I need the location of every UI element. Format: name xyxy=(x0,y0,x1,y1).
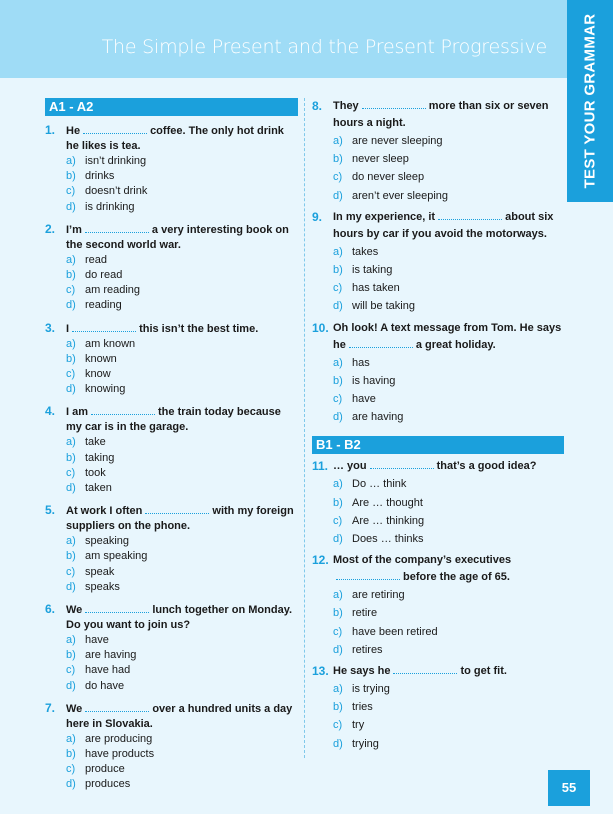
option-text: knowing xyxy=(85,383,126,396)
option-list xyxy=(333,354,564,427)
question-text xyxy=(66,222,298,253)
option-letter: a) xyxy=(333,478,343,491)
option-text: aren’t ever sleeping xyxy=(352,189,449,202)
option-letter: b) xyxy=(66,748,76,761)
answer-option xyxy=(333,512,564,530)
answer-blank xyxy=(362,98,426,109)
option-letter: d) xyxy=(66,200,76,213)
question-text-after: to get fit. xyxy=(460,665,507,678)
option-text: isn’t drinking xyxy=(85,155,147,167)
question-text-after: that’s a good idea? xyxy=(436,460,537,473)
question-text-before: I’m xyxy=(66,223,82,236)
question-text-before: We xyxy=(66,604,83,617)
option-list xyxy=(333,475,564,548)
option-text: is having xyxy=(352,374,396,387)
option-letter: a) xyxy=(333,683,343,696)
option-text: Do … think xyxy=(352,478,407,491)
option-text: do never sleep xyxy=(352,171,425,184)
answer-blank xyxy=(83,123,147,134)
question-text-after: a very interesting book on the second world war. xyxy=(66,223,289,251)
question-number: 10. xyxy=(312,320,329,335)
question-text xyxy=(66,123,298,154)
option-text: speak xyxy=(85,565,115,578)
answer-option xyxy=(66,633,298,648)
answer-option xyxy=(333,680,564,698)
answer-option xyxy=(333,354,564,372)
option-letter: b) xyxy=(66,550,76,563)
option-text: speaks xyxy=(85,580,120,593)
answer-option xyxy=(66,337,298,352)
option-letter: a) xyxy=(66,253,76,266)
question-text-after: a great holiday. xyxy=(415,338,496,351)
option-letter: a) xyxy=(66,155,76,167)
question-number: 4. xyxy=(45,404,56,419)
option-text: taken xyxy=(85,482,112,495)
question-item xyxy=(45,321,298,398)
question-item xyxy=(312,98,564,205)
option-text: has taken xyxy=(352,282,400,295)
option-text: is trying xyxy=(352,683,390,696)
answer-option xyxy=(333,586,564,604)
question-text-after: about six hours by car if you avoid the motorways. xyxy=(333,210,554,240)
question-text-after: before the age of 65. xyxy=(403,571,510,584)
question-line xyxy=(45,123,298,154)
option-letter: b) xyxy=(66,352,76,365)
question-number: 8. xyxy=(312,99,323,113)
option-letter: d) xyxy=(333,643,343,656)
option-text: speaking xyxy=(85,535,130,548)
option-list xyxy=(66,253,298,314)
question-item xyxy=(312,663,564,753)
option-list xyxy=(333,132,564,205)
option-text: am speaking xyxy=(85,550,148,563)
question-line xyxy=(312,663,564,680)
option-letter: d) xyxy=(66,679,76,692)
answer-option xyxy=(66,268,298,283)
answer-option xyxy=(333,261,564,279)
answer-option xyxy=(66,154,298,169)
question-text-before: Oh look! A text message from Tom. He says he xyxy=(333,321,562,351)
option-list xyxy=(66,732,298,793)
answer-option xyxy=(66,762,298,777)
question-text-after: the train today because my car is in the garage. xyxy=(66,406,281,434)
answer-blank xyxy=(336,569,400,580)
option-list xyxy=(66,633,298,694)
question-item xyxy=(312,552,564,659)
answer-option xyxy=(333,150,564,168)
answer-option xyxy=(333,475,564,493)
question-text xyxy=(66,503,298,534)
question-line xyxy=(45,503,298,534)
answer-blank xyxy=(145,503,209,514)
option-text: doesn’t drink xyxy=(85,185,148,198)
option-text: have had xyxy=(85,664,131,677)
option-text: is taking xyxy=(352,264,393,277)
page-title: The Simple Present and the Present Progressive xyxy=(101,36,547,58)
option-text: try xyxy=(352,719,365,732)
answer-option xyxy=(66,732,298,747)
question-text-after: coffee. The only hot drink he likes is tea. xyxy=(66,125,284,152)
question-line xyxy=(312,320,564,354)
question-number: 9. xyxy=(312,209,323,224)
column-divider xyxy=(304,98,305,758)
option-letter: a) xyxy=(333,356,343,369)
question-item xyxy=(312,458,564,548)
answer-option xyxy=(333,494,564,512)
question-number: 5. xyxy=(45,503,56,518)
answer-option xyxy=(66,747,298,762)
answer-blank xyxy=(393,663,457,674)
left-column xyxy=(45,98,298,793)
option-text: took xyxy=(85,466,106,479)
question-line xyxy=(45,222,298,253)
option-letter: c) xyxy=(333,282,343,295)
option-letter: a) xyxy=(66,535,76,548)
option-letter: a) xyxy=(333,589,343,602)
question-number: 6. xyxy=(45,602,56,617)
option-letter: a) xyxy=(66,337,76,350)
question-text-before: … you xyxy=(333,460,367,473)
question-number: 12. xyxy=(312,553,329,568)
answer-option xyxy=(333,716,564,734)
option-text: Does … thinks xyxy=(352,533,424,546)
option-letter: b) xyxy=(333,701,343,714)
answer-option xyxy=(66,435,298,450)
answer-blank xyxy=(349,337,413,348)
option-letter: d) xyxy=(66,580,76,593)
answer-option xyxy=(66,663,298,678)
answer-option xyxy=(66,679,298,694)
option-text: are producing xyxy=(85,732,153,745)
option-letter: b) xyxy=(66,269,76,282)
page-number: 55 xyxy=(548,770,590,806)
answer-option xyxy=(333,372,564,390)
answer-option xyxy=(66,451,298,466)
option-letter: d) xyxy=(333,737,343,750)
answer-option xyxy=(66,253,298,268)
option-letter: a) xyxy=(66,634,76,647)
option-list xyxy=(66,154,298,215)
option-letter: c) xyxy=(333,393,343,406)
answer-option xyxy=(66,298,298,313)
question-text xyxy=(333,552,564,586)
question-number: 1. xyxy=(45,123,56,137)
option-letter: d) xyxy=(66,299,76,312)
answer-option xyxy=(333,297,564,315)
answer-option xyxy=(333,132,564,150)
question-text xyxy=(333,320,564,354)
option-letter: c) xyxy=(66,664,76,677)
section-heading: A1 - A2 xyxy=(45,98,298,116)
option-letter: d) xyxy=(333,411,343,424)
answer-blank xyxy=(438,209,502,220)
side-tab-label: TEST YOUR GRAMMAR xyxy=(581,13,599,189)
question-item xyxy=(45,123,298,215)
answer-option xyxy=(66,580,298,595)
option-letter: d) xyxy=(66,383,76,396)
option-text: is drinking xyxy=(85,200,135,213)
option-text: trying xyxy=(352,737,379,750)
answer-blank xyxy=(85,222,149,233)
option-text: am known xyxy=(85,337,136,350)
answer-blank xyxy=(370,458,434,469)
option-letter: d) xyxy=(66,778,76,791)
header-band xyxy=(0,0,567,78)
option-text: Are … thinking xyxy=(352,514,425,527)
option-text: are retiring xyxy=(352,589,405,602)
option-letter: a) xyxy=(66,436,76,449)
option-text: are having xyxy=(352,411,404,424)
question-text-after: more than six or seven hours a night. xyxy=(333,100,549,129)
answer-option xyxy=(333,168,564,186)
answer-option xyxy=(333,623,564,641)
question-number: 2. xyxy=(45,221,56,236)
option-text: will be taking xyxy=(352,300,415,313)
option-text: has xyxy=(352,356,370,369)
question-item xyxy=(45,701,298,793)
option-text: tries xyxy=(352,701,373,714)
answer-blank xyxy=(85,602,149,613)
option-text: are having xyxy=(85,649,137,662)
option-text: know xyxy=(85,368,111,381)
answer-option xyxy=(333,641,564,659)
section-heading: B1 - B2 xyxy=(312,436,564,454)
option-text: have products xyxy=(85,748,155,761)
question-text-after: with my foreign suppliers on the phone. xyxy=(66,505,294,533)
option-letter: c) xyxy=(333,625,343,638)
question-text xyxy=(66,602,298,633)
answer-option xyxy=(66,382,298,397)
answer-option xyxy=(333,279,564,297)
question-item xyxy=(45,602,298,694)
option-text: retires xyxy=(352,643,383,656)
question-text xyxy=(66,321,258,337)
option-text: produce xyxy=(85,763,125,776)
option-text: retire xyxy=(352,607,378,620)
answer-option xyxy=(66,648,298,663)
question-text-after: lunch together on Monday. Do you want to join us? xyxy=(66,604,293,632)
option-list xyxy=(333,243,564,316)
question-text xyxy=(333,663,507,680)
option-letter: c) xyxy=(66,284,76,297)
option-text: read xyxy=(85,253,108,266)
question-text xyxy=(333,209,564,243)
option-letter: b) xyxy=(66,451,76,464)
option-letter: b) xyxy=(66,649,76,662)
option-text: take xyxy=(85,436,106,449)
option-text: produces xyxy=(85,778,131,791)
option-text: am reading xyxy=(85,284,141,297)
option-letter: b) xyxy=(333,607,343,620)
option-text: drinks xyxy=(85,170,115,183)
option-letter: c) xyxy=(333,171,343,184)
question-text xyxy=(333,98,564,132)
option-list xyxy=(66,534,298,595)
option-letter: a) xyxy=(333,135,343,147)
question-text-after: over a hundred units a day here in Slovakia. xyxy=(66,702,293,730)
question-line xyxy=(312,98,564,132)
answer-option xyxy=(333,698,564,716)
answer-option xyxy=(333,243,564,261)
question-text-before: In my experience, it xyxy=(333,210,436,223)
right-column xyxy=(312,98,564,753)
answer-option xyxy=(333,187,564,205)
option-letter: b) xyxy=(333,153,343,166)
answer-option xyxy=(333,530,564,548)
option-letter: d) xyxy=(333,300,343,313)
side-tab xyxy=(567,0,613,202)
question-text-before: He xyxy=(66,125,81,137)
option-letter: c) xyxy=(66,565,76,578)
question-item xyxy=(45,503,298,595)
question-line xyxy=(45,404,298,435)
answer-option xyxy=(66,534,298,549)
question-text xyxy=(66,701,298,732)
option-text: reading xyxy=(85,299,122,312)
option-letter: c) xyxy=(333,514,343,527)
option-letter: b) xyxy=(333,496,343,509)
option-letter: d) xyxy=(66,482,76,495)
answer-blank xyxy=(91,404,155,415)
option-list xyxy=(333,586,564,659)
question-line xyxy=(312,458,564,475)
option-list xyxy=(333,680,564,753)
option-text: do have xyxy=(85,679,125,692)
option-text: have xyxy=(85,634,109,647)
answer-option xyxy=(66,549,298,564)
question-number: 11. xyxy=(312,459,329,474)
answer-option xyxy=(333,735,564,753)
answer-option xyxy=(66,777,298,792)
option-text: Are … thought xyxy=(352,496,423,509)
answer-option xyxy=(66,184,298,199)
answer-option xyxy=(66,367,298,382)
answer-option xyxy=(66,565,298,580)
answer-option xyxy=(333,390,564,408)
option-letter: a) xyxy=(66,732,76,745)
question-text xyxy=(66,404,298,435)
question-text-before: We xyxy=(66,702,83,715)
question-number: 13. xyxy=(312,664,329,679)
option-letter: b) xyxy=(66,170,76,183)
option-list xyxy=(66,337,298,398)
option-letter: c) xyxy=(66,466,76,479)
answer-option xyxy=(66,283,298,298)
answer-option xyxy=(66,481,298,496)
option-letter: c) xyxy=(66,185,76,198)
answer-option xyxy=(66,352,298,367)
answer-option xyxy=(66,169,298,184)
option-letter: c) xyxy=(333,719,343,732)
question-line xyxy=(45,602,298,633)
question-line xyxy=(312,209,564,243)
option-text: have been retired xyxy=(352,625,438,638)
question-item xyxy=(45,222,298,314)
question-line xyxy=(45,701,298,732)
question-number: 7. xyxy=(45,700,56,715)
option-letter: b) xyxy=(333,264,343,277)
option-text: known xyxy=(85,352,117,365)
question-text-before: I xyxy=(66,322,70,335)
option-text: never sleep xyxy=(352,153,409,166)
option-text: are never sleeping xyxy=(352,135,443,147)
question-text-before: He says he xyxy=(333,665,391,678)
question-line xyxy=(45,321,298,337)
option-letter: d) xyxy=(333,189,343,202)
answer-option xyxy=(66,200,298,215)
question-text-before: They xyxy=(333,100,359,112)
option-letter: a) xyxy=(333,245,343,258)
option-text: have xyxy=(352,393,376,406)
question-item xyxy=(45,404,298,496)
option-letter: b) xyxy=(333,374,343,387)
question-text xyxy=(333,458,536,475)
answer-blank xyxy=(85,701,149,712)
answer-option xyxy=(66,466,298,481)
question-text-before: I am xyxy=(66,406,89,419)
answer-blank xyxy=(72,321,136,332)
question-item xyxy=(312,209,564,316)
option-text: taking xyxy=(85,451,115,464)
question-text-after: this isn’t the best time. xyxy=(139,322,259,335)
question-item xyxy=(312,320,564,427)
option-list xyxy=(66,435,298,496)
question-number: 3. xyxy=(45,320,56,335)
question-line xyxy=(312,552,564,586)
answer-option xyxy=(333,604,564,622)
option-letter: d) xyxy=(333,533,343,546)
question-text-before: Most of the company’s executives xyxy=(333,554,512,567)
option-text: takes xyxy=(352,245,379,258)
option-letter: c) xyxy=(66,368,76,381)
answer-option xyxy=(333,408,564,426)
option-text: do read xyxy=(85,269,123,282)
question-text-before: At work I often xyxy=(66,505,143,518)
option-letter: c) xyxy=(66,763,76,776)
